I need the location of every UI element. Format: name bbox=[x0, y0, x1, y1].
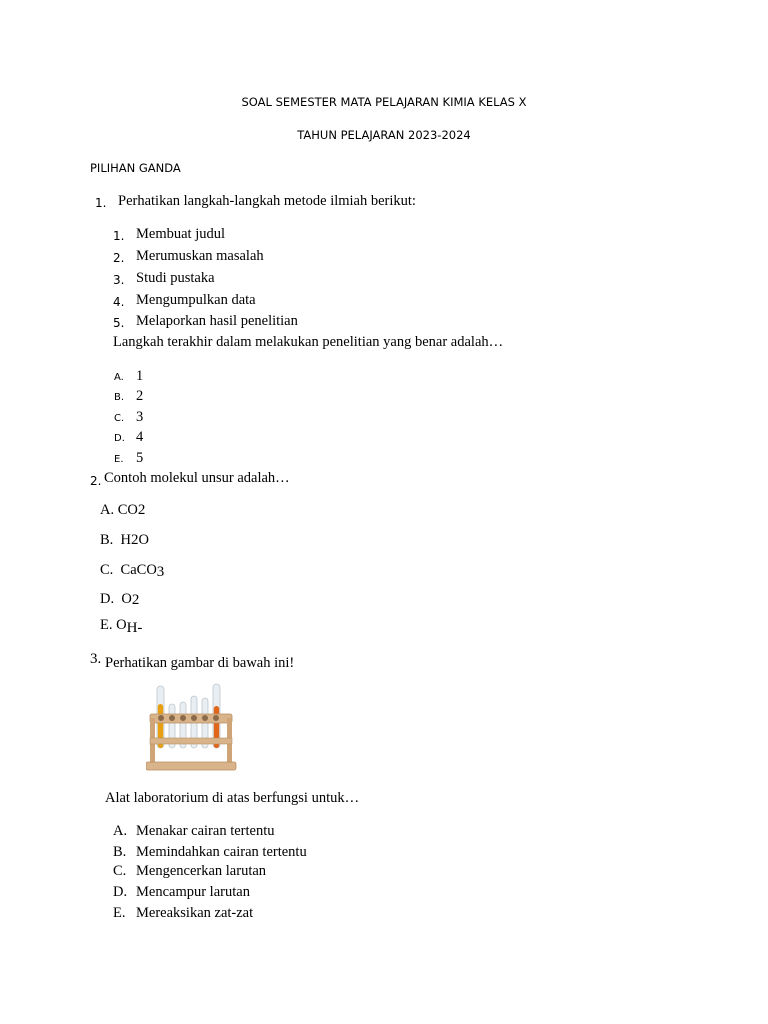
q3-option-letter: B. bbox=[113, 844, 127, 860]
q1-step-num: 4. bbox=[113, 295, 125, 309]
q3-option-text: Menakar cairan tertentu bbox=[136, 823, 275, 839]
option-letter: D. bbox=[100, 591, 115, 607]
option-letter: A. bbox=[100, 502, 115, 518]
q1-option-letter: B. bbox=[114, 392, 125, 403]
q3-option-letter: D. bbox=[113, 884, 128, 900]
q1-option-letter: E. bbox=[114, 454, 124, 465]
q3-text: Perhatikan gambar di bawah ini! bbox=[105, 655, 295, 671]
formula-subscript: 2 bbox=[131, 532, 139, 548]
q1-option-letter: A. bbox=[114, 372, 124, 383]
q1-step-text: Membuat judul bbox=[136, 226, 226, 242]
option-letter: E. bbox=[100, 617, 113, 633]
rack-hole bbox=[191, 715, 197, 721]
q2-option-a bbox=[100, 502, 145, 519]
q1-option-text: 2 bbox=[136, 388, 144, 404]
q1-option-text: 5 bbox=[136, 450, 144, 466]
rack-hole bbox=[158, 715, 164, 721]
q1-prompt: Langkah terakhir dalam melakukan penelitian yang benar adalah… bbox=[113, 334, 504, 350]
q3-option-text: Mengencerkan larutan bbox=[136, 863, 267, 879]
q2-option-b bbox=[100, 532, 149, 549]
q2-number: 2. bbox=[90, 474, 102, 488]
q1-option-text: 4 bbox=[136, 429, 144, 445]
test-tube-rack-illustration bbox=[146, 678, 238, 774]
q3-option-letter: C. bbox=[113, 863, 127, 879]
q1-step-text: Merumuskan masalah bbox=[136, 248, 264, 264]
q2-option-e bbox=[100, 617, 142, 634]
q3-option-text: Mereaksikan zat-zat bbox=[136, 905, 254, 921]
formula-text: O bbox=[138, 532, 150, 548]
rack-hole bbox=[180, 715, 186, 721]
rack-hole bbox=[169, 715, 175, 721]
rack-base bbox=[146, 762, 236, 770]
q1-option-letter: C. bbox=[114, 413, 125, 424]
formula-text: H bbox=[120, 532, 132, 548]
q1-option-letter: D. bbox=[114, 433, 125, 444]
q1-text: Perhatikan langkah-langkah metode ilmiah berikut: bbox=[118, 193, 416, 209]
q1-option-text: 3 bbox=[136, 409, 144, 425]
rack-middle-bar bbox=[150, 738, 232, 744]
rack-hole bbox=[202, 715, 208, 721]
q3-option-letter: E. bbox=[113, 905, 126, 921]
q3-option-letter: A. bbox=[113, 823, 128, 839]
section-title: PILIHAN GANDA bbox=[90, 161, 181, 175]
q2-option-d bbox=[100, 591, 139, 608]
formula-subscript: H- bbox=[126, 620, 143, 636]
formula-text: O bbox=[116, 617, 127, 633]
q3-option-text: Mencampur larutan bbox=[136, 884, 250, 900]
q1-step-text: Mengumpulkan data bbox=[136, 292, 256, 308]
q1-step-text: Studi pustaka bbox=[136, 270, 215, 286]
q1-step-text: Melaporkan hasil penelitian bbox=[136, 313, 298, 329]
q1-number: 1. bbox=[95, 196, 107, 210]
q2-option-c bbox=[100, 562, 164, 579]
option-letter: B. bbox=[100, 532, 114, 548]
formula-text: CaCO bbox=[120, 562, 157, 578]
option-letter: C. bbox=[100, 562, 114, 578]
q1-step-num: 2. bbox=[113, 251, 125, 265]
q3-number: 3. bbox=[90, 651, 102, 667]
q1-step-num: 1. bbox=[113, 229, 125, 243]
formula-subscript: 2 bbox=[137, 502, 146, 518]
q3-option-text: Memindahkan cairan tertentu bbox=[136, 844, 307, 860]
school-year: TAHUN PELAJARAN 2023-2024 bbox=[297, 128, 471, 142]
test-tube-rack-image bbox=[146, 678, 238, 774]
exam-title: SOAL SEMESTER MATA PELAJARAN KIMIA KELAS X bbox=[241, 95, 527, 109]
formula-subscript: 2 bbox=[131, 592, 140, 608]
formula-text: CO bbox=[117, 502, 138, 518]
q3-prompt: Alat laboratorium di atas berfungsi untuk… bbox=[105, 790, 360, 806]
q1-step-num: 3. bbox=[113, 273, 125, 287]
q2-text: Contoh molekul unsur adalah… bbox=[104, 470, 290, 486]
formula-text: O bbox=[121, 591, 132, 607]
rack-hole bbox=[213, 715, 219, 721]
q1-step-num: 5. bbox=[113, 316, 125, 330]
formula-subscript: 3 bbox=[156, 564, 165, 580]
q1-option-text: 1 bbox=[136, 368, 144, 384]
